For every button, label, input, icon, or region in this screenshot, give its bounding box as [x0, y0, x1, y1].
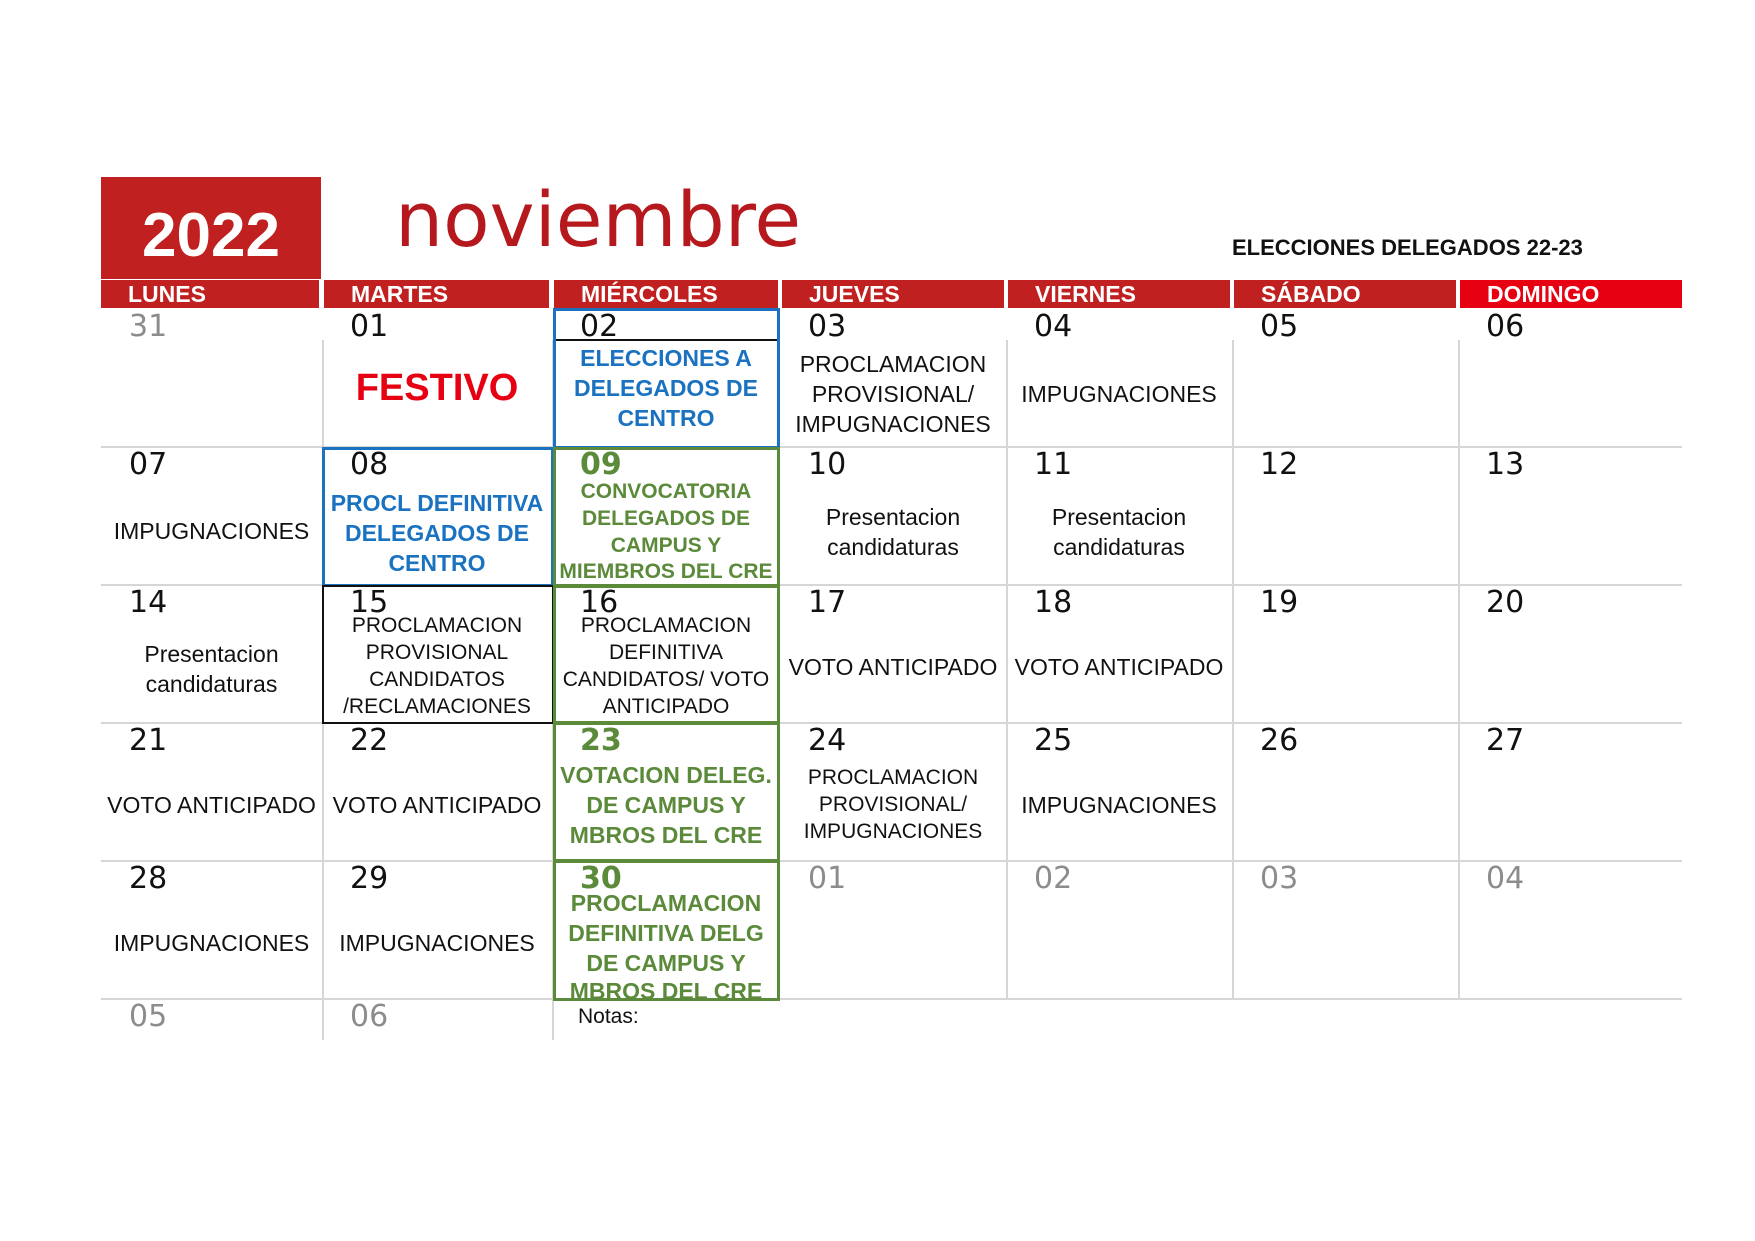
day-cell[interactable] [101, 308, 322, 446]
day-number: 02 [580, 309, 619, 344]
day-number: 15 [350, 585, 389, 620]
notes-label: Notas: [578, 1005, 639, 1028]
event-festivo: FESTIVO [355, 367, 519, 409]
day-cell[interactable] [552, 584, 780, 722]
day-number: 26 [1260, 723, 1299, 758]
event-line: IMPUGNACIONES [803, 820, 983, 843]
day-number: 16 [580, 585, 619, 620]
event-line: candidaturas [827, 534, 959, 560]
event-line: PROVISIONAL [365, 641, 509, 664]
weekday-thursday: JUEVES [782, 280, 1004, 308]
day-cell[interactable] [1006, 584, 1232, 722]
event-line: PROVISIONAL/ [818, 793, 968, 816]
day-number: 25 [1034, 723, 1073, 758]
event-line: PROVISIONAL/ [811, 381, 975, 407]
event-line: CANDIDATOS/ VOTO [562, 668, 770, 691]
event-line: CAMPUS Y [610, 534, 722, 557]
day-cell[interactable] [101, 998, 322, 1040]
event-line: Presentacion [144, 641, 279, 667]
day-number: 02 [1034, 861, 1073, 896]
event-line: CANDIDATOS [369, 668, 505, 691]
event-line: PROCLAMACION [580, 614, 752, 637]
event-line: ANTICIPADO [602, 695, 730, 718]
day-number: 10 [808, 447, 847, 482]
day-cell[interactable] [1458, 722, 1682, 860]
event-line: CONVOCATORIA [580, 480, 752, 503]
day-number: 08 [350, 447, 389, 482]
event-line: DE CAMPUS Y [586, 950, 746, 976]
day-number: 12 [1260, 447, 1299, 482]
day-number: 19 [1260, 585, 1299, 620]
event-line: VOTO ANTICIPADO [1014, 654, 1224, 680]
weekday-tuesday: MARTES [324, 280, 549, 308]
event-line: IMPUGNACIONES [1021, 381, 1217, 407]
day-cell[interactable] [780, 860, 1006, 998]
event-line: IMPUGNACIONES [113, 930, 310, 956]
event-line: IMPUGNACIONES [339, 930, 535, 956]
day-cell[interactable] [101, 446, 322, 584]
day-cell[interactable] [1458, 446, 1682, 584]
day-cell[interactable] [1006, 308, 1232, 446]
day-cell[interactable] [1232, 860, 1458, 998]
day-number: 04 [1486, 861, 1525, 896]
event-line: PROCLAMACION [351, 614, 523, 637]
event-line: VOTO ANTICIPADO [107, 792, 316, 818]
day-cell[interactable] [780, 446, 1006, 584]
event-line: PROCL DEFINITIVA [330, 490, 544, 516]
day-number: 21 [129, 723, 168, 758]
day-number: 05 [129, 999, 168, 1034]
day-cell[interactable] [780, 722, 1006, 860]
weekday-sunday: DOMINGO [1460, 280, 1682, 308]
event-line: Presentacion [1051, 504, 1187, 530]
day-cell[interactable] [1458, 308, 1682, 446]
day-cell[interactable] [1232, 722, 1458, 860]
day-number: 17 [808, 585, 847, 620]
day-cell[interactable] [552, 860, 780, 1004]
event-line: DELEGADOS DE [581, 507, 751, 530]
event-line: IMPUGNACIONES [113, 518, 310, 544]
day-cell[interactable] [1006, 860, 1232, 998]
day-number: 01 [350, 309, 389, 344]
event-line: CENTRO [388, 550, 486, 576]
day-number: 27 [1486, 723, 1525, 758]
day-cell[interactable] [1006, 446, 1232, 584]
day-number: 06 [350, 999, 389, 1034]
day-number: 22 [350, 723, 389, 758]
day-cell[interactable] [101, 584, 322, 722]
event-line: VOTO ANTICIPADO [788, 654, 998, 680]
event-line: DE CAMPUS Y [586, 792, 746, 818]
day-cell[interactable] [101, 722, 322, 860]
day-number: 11 [1034, 447, 1073, 482]
day-number: 31 [129, 309, 168, 344]
day-cell[interactable] [322, 860, 552, 998]
event-line: IMPUGNACIONES [795, 411, 991, 437]
event-line: VOTO ANTICIPADO [332, 792, 542, 818]
event-line: DEFINITIVA [609, 641, 723, 664]
day-number: 03 [1260, 861, 1299, 896]
event-line: DELEGADOS DE [344, 520, 530, 546]
event-line: DELEGADOS DE [573, 375, 759, 401]
event-line: MBROS DEL CRE [569, 822, 763, 848]
event-line: VOTACION DELEG. [560, 762, 772, 788]
day-cell[interactable] [1232, 446, 1458, 584]
event-line: IMPUGNACIONES [1021, 792, 1217, 818]
day-number: 23 [580, 723, 622, 758]
day-cell[interactable] [322, 722, 552, 860]
event-line: candidaturas [145, 671, 278, 697]
day-number: 18 [1034, 585, 1073, 620]
day-number: 28 [129, 861, 168, 896]
day-cell[interactable] [1458, 860, 1682, 998]
weekday-friday: VIERNES [1008, 280, 1230, 308]
day-cell[interactable] [780, 308, 1006, 446]
event-line: candidaturas [1053, 534, 1185, 560]
event-line: PROCLAMACION [799, 351, 987, 377]
weekday-wednesday: MIÉRCOLES [554, 280, 778, 308]
day-cell[interactable] [1006, 722, 1232, 860]
event-line: MIEMBROS DEL CRE [559, 560, 773, 583]
event-line: /RECLAMACIONES [343, 695, 531, 718]
day-number: 13 [1486, 447, 1525, 482]
day-number: 29 [350, 861, 389, 896]
day-number: 24 [808, 723, 847, 758]
month-title: noviembre [395, 175, 802, 264]
event-line: CENTRO [617, 405, 715, 431]
day-cell[interactable] [780, 584, 1006, 722]
day-number: 03 [808, 309, 847, 344]
event-line: PROCLAMACION [807, 766, 979, 789]
day-cell[interactable] [322, 446, 552, 584]
day-number: 04 [1034, 309, 1073, 344]
day-number: 30 [580, 861, 622, 896]
day-number: 09 [580, 447, 622, 482]
weekday-monday: LUNES [101, 280, 319, 308]
event-line: DEFINITIVA DELG [568, 920, 764, 946]
year-badge: 2022 [101, 177, 321, 279]
day-number: 07 [129, 447, 168, 482]
day-number: 05 [1260, 309, 1299, 344]
day-cell[interactable] [552, 446, 780, 584]
event-line: Presentacion [825, 504, 961, 530]
event-line: PROCLAMACION [570, 890, 762, 916]
day-cell[interactable] [552, 722, 780, 860]
day-cell[interactable] [101, 860, 322, 998]
day-cell[interactable] [322, 998, 552, 1040]
day-number: 06 [1486, 309, 1525, 344]
day-cell[interactable] [552, 308, 780, 446]
day-cell[interactable] [322, 308, 552, 446]
weekday-saturday: SÁBADO [1234, 280, 1456, 308]
day-number: 01 [808, 861, 847, 896]
event-line: MBROS DEL CRE [569, 978, 763, 1004]
day-cell[interactable] [1458, 584, 1682, 722]
day-number: 14 [129, 585, 168, 620]
event-line: ELECCIONES A [580, 345, 752, 371]
day-number: 20 [1486, 585, 1525, 620]
day-cell[interactable] [1232, 584, 1458, 722]
day-cell[interactable] [322, 584, 552, 722]
day-cell[interactable] [1232, 308, 1458, 446]
calendar-subtitle: ELECCIONES DELEGADOS 22-23 [1232, 235, 1583, 260]
